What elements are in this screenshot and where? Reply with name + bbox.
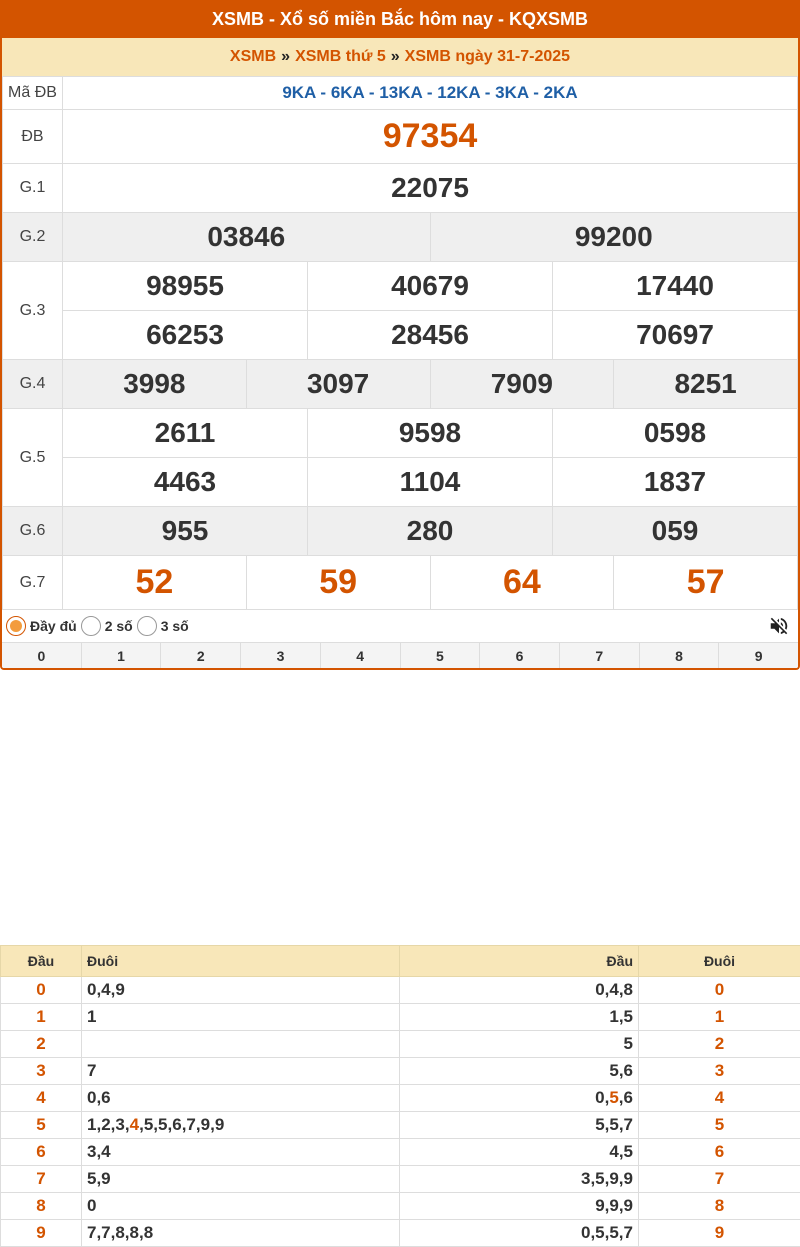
prize-db-cell <box>63 110 798 164</box>
prize-g4-value: 3998 <box>123 368 186 399</box>
loto-duoi: 1,2,3,4,5,5,6,7,9,9 <box>82 1112 400 1139</box>
prize-g3-cell <box>553 311 798 360</box>
loto-header-duoi: Đuôi <box>82 946 400 977</box>
loto-dau-2: 9,9,9 <box>400 1193 639 1220</box>
prize-g6-value: 280 <box>406 515 454 546</box>
display-options <box>2 610 798 642</box>
prize-g2-value: 03846 <box>207 221 286 252</box>
prize-g7-value: 59 <box>319 563 358 601</box>
loto-dau: 1 <box>1 1004 82 1031</box>
loto-duoi: 0,4,9 <box>82 977 400 1004</box>
breadcrumb-separator: » <box>390 48 400 65</box>
prize-g1-value: 22075 <box>391 172 469 203</box>
prize-g3-cell <box>63 311 308 360</box>
loto-dau-2: 1,5 <box>400 1004 639 1031</box>
prize-g3-value: 98955 <box>146 270 224 301</box>
digit-filter-3[interactable]: 3 <box>241 643 321 669</box>
prize-g7-cell <box>246 556 430 610</box>
prize-label-db: ĐB <box>3 110 63 164</box>
digit-filter-8[interactable]: 8 <box>640 643 720 669</box>
digit-filter-4[interactable]: 4 <box>321 643 401 669</box>
loto-duoi: 3,4 <box>82 1139 400 1166</box>
prize-g5-cell <box>553 458 798 507</box>
loto-header-dau: Đầu <box>1 946 82 977</box>
option-full-label: Đầy đủ <box>30 618 77 634</box>
loto-head-tail-table <box>0 945 800 1247</box>
prize-g3-cell <box>308 311 553 360</box>
loto-dau: 7 <box>1 1166 82 1193</box>
loto-duoi-2: 1 <box>639 1004 800 1031</box>
prize-g4-cell <box>246 360 430 409</box>
loto-dau-2: 4,5 <box>400 1139 639 1166</box>
table-row <box>1 1112 800 1139</box>
prize-g7-value: 52 <box>135 563 174 601</box>
prize-label-g6: G.6 <box>3 507 63 556</box>
loto-duoi-2: 3 <box>639 1058 800 1085</box>
prize-g6-cell <box>308 507 553 556</box>
option-2-digits[interactable] <box>81 616 133 636</box>
prize-g5-value: 0598 <box>643 417 707 448</box>
digit-filter-7[interactable]: 7 <box>560 643 640 669</box>
loto-duoi-2: 2 <box>639 1031 800 1058</box>
table-row <box>1 1004 800 1031</box>
prize-g5-cell <box>63 458 308 507</box>
prize-g3-value: 28456 <box>391 319 469 350</box>
prize-g4-value: 8251 <box>674 368 737 399</box>
radio-3-digits[interactable] <box>137 616 157 636</box>
prize-g5-value: 4463 <box>153 466 217 497</box>
option-2-digits-label: 2 số <box>104 618 133 634</box>
prize-g3-value: 17440 <box>636 270 714 301</box>
option-3-digits[interactable] <box>137 616 189 636</box>
loto-dau: 9 <box>1 1220 82 1247</box>
prize-g6-value: 955 <box>161 515 209 546</box>
radio-full[interactable] <box>6 616 26 636</box>
breadcrumb-xsmb-thu5[interactable]: XSMB thứ 5 <box>295 48 386 65</box>
loto-dau-2: 5,6 <box>400 1058 639 1085</box>
loto-duoi-2: 6 <box>639 1139 800 1166</box>
digit-filter-5[interactable]: 5 <box>401 643 481 669</box>
loto-duoi: 0,6 <box>82 1085 400 1112</box>
prize-g2-value: 99200 <box>574 221 653 252</box>
digit-filter-6[interactable]: 6 <box>480 643 560 669</box>
table-row <box>1 1139 800 1166</box>
table-row <box>1 1058 800 1085</box>
loto-table-body <box>1 977 800 1247</box>
digit-filter-0[interactable]: 0 <box>2 643 82 669</box>
prize-g5-value: 9598 <box>398 417 462 448</box>
prize-label-g1: G.1 <box>3 164 63 213</box>
loto-duoi-2: 7 <box>639 1166 800 1193</box>
loto-header-duoi-2: Đuôi <box>639 946 800 977</box>
prize-g4-cell <box>614 360 798 409</box>
prize-g1-cell <box>63 164 798 213</box>
loto-dau: 5 <box>1 1112 82 1139</box>
prize-label-g7: G.7 <box>3 556 63 610</box>
loto-dau-2: 0,5,5,7 <box>400 1220 639 1247</box>
loto-duoi <box>82 1031 400 1058</box>
loto-duoi: 1 <box>82 1004 400 1031</box>
table-row <box>1 977 800 1004</box>
prize-label-g2: G.2 <box>3 213 63 262</box>
loto-duoi: 0 <box>82 1193 400 1220</box>
prize-g7-cell <box>63 556 247 610</box>
prize-g3-cell <box>63 262 308 311</box>
loto-duoi-2: 0 <box>639 977 800 1004</box>
highlighted-digit: 5 <box>609 1088 619 1107</box>
loto-header-dau-2: Đầu <box>400 946 639 977</box>
loto-duoi-2: 8 <box>639 1193 800 1220</box>
prize-g3-cell <box>308 262 553 311</box>
digit-filter-1[interactable]: 1 <box>82 643 162 669</box>
prize-db-value: 97354 <box>382 117 478 155</box>
prize-g7-value: 57 <box>686 563 725 601</box>
digit-filter-9[interactable]: 9 <box>719 643 798 669</box>
loto-dau-2: 0,4,8 <box>400 977 639 1004</box>
table-row <box>1 1220 800 1247</box>
breadcrumb-xsmb[interactable]: XSMB <box>229 48 277 65</box>
prize-label-g3: G.3 <box>3 262 63 360</box>
breadcrumb-separator: » <box>281 48 291 65</box>
loto-dau: 2 <box>1 1031 82 1058</box>
prize-g5-value: 1837 <box>643 466 707 497</box>
loto-dau: 3 <box>1 1058 82 1085</box>
loto-dau-2: 0,5,6 <box>400 1085 639 1112</box>
prize-g3-value: 40679 <box>391 270 469 301</box>
digit-filter-2[interactable]: 2 <box>161 643 241 669</box>
prize-g4-cell <box>63 360 247 409</box>
prize-g7-cell <box>614 556 798 610</box>
option-3-digits-label: 3 số <box>160 618 189 634</box>
prize-g5-cell <box>553 409 798 458</box>
loto-duoi: 5,9 <box>82 1166 400 1193</box>
loto-dau: 6 <box>1 1139 82 1166</box>
loto-dau: 8 <box>1 1193 82 1220</box>
prize-g5-cell <box>63 409 308 458</box>
radio-2-digits[interactable] <box>81 616 101 636</box>
loto-dau-2: 3,5,9,9 <box>400 1166 639 1193</box>
loto-duoi: 7 <box>82 1058 400 1085</box>
table-row <box>1 1085 800 1112</box>
highlighted-digit: 4 <box>129 1115 140 1134</box>
volume-off-icon[interactable] <box>768 615 790 637</box>
prize-g6-cell <box>63 507 308 556</box>
loto-duoi-2: 5 <box>639 1112 800 1139</box>
loto-duoi: 7,7,8,8,8 <box>82 1220 400 1247</box>
prize-g6-cell <box>553 507 798 556</box>
ma-db-label: Mã ĐB <box>3 77 63 110</box>
prize-g3-value: 66253 <box>146 319 224 350</box>
loto-dau-2: 5 <box>400 1031 639 1058</box>
prize-label-g5: G.5 <box>3 409 63 507</box>
prize-g6-value: 059 <box>651 515 699 546</box>
prize-g5-value: 1104 <box>399 466 461 497</box>
prize-g3-value: 70697 <box>636 319 714 350</box>
prize-g5-cell <box>308 458 553 507</box>
prize-g4-value: 7909 <box>490 368 554 399</box>
breadcrumb-xsmb-date[interactable]: XSMB ngày 31-7-2025 <box>404 48 571 65</box>
prize-g7-cell <box>430 556 614 610</box>
prize-g7-value: 64 <box>502 563 541 601</box>
prize-label-g4: G.4 <box>3 360 63 409</box>
table-row <box>1 1031 800 1058</box>
option-full[interactable] <box>6 616 77 636</box>
prize-g3-cell <box>553 262 798 311</box>
results-table <box>2 76 798 610</box>
digit-filter-bar <box>2 642 798 669</box>
prize-g2-cell <box>430 213 798 262</box>
loto-duoi-2: 4 <box>639 1085 800 1112</box>
prize-g4-cell <box>430 360 614 409</box>
loto-dau: 4 <box>1 1085 82 1112</box>
prize-g5-cell <box>308 409 553 458</box>
table-row <box>1 1193 800 1220</box>
table-row <box>1 1166 800 1193</box>
page-title: XSMB - Xổ số miền Bắc hôm nay - KQXSMB <box>0 0 800 38</box>
breadcrumb <box>2 38 798 76</box>
prize-g2-cell <box>63 213 431 262</box>
loto-dau-2: 5,5,7 <box>400 1112 639 1139</box>
loto-duoi-2: 9 <box>639 1220 800 1247</box>
loto-dau: 0 <box>1 977 82 1004</box>
prize-g4-value: 3097 <box>306 368 370 399</box>
prize-g5-value: 2611 <box>154 417 216 448</box>
ma-db-value: 9KA - 6KA - 13KA - 12KA - 3KA - 2KA <box>63 77 798 110</box>
